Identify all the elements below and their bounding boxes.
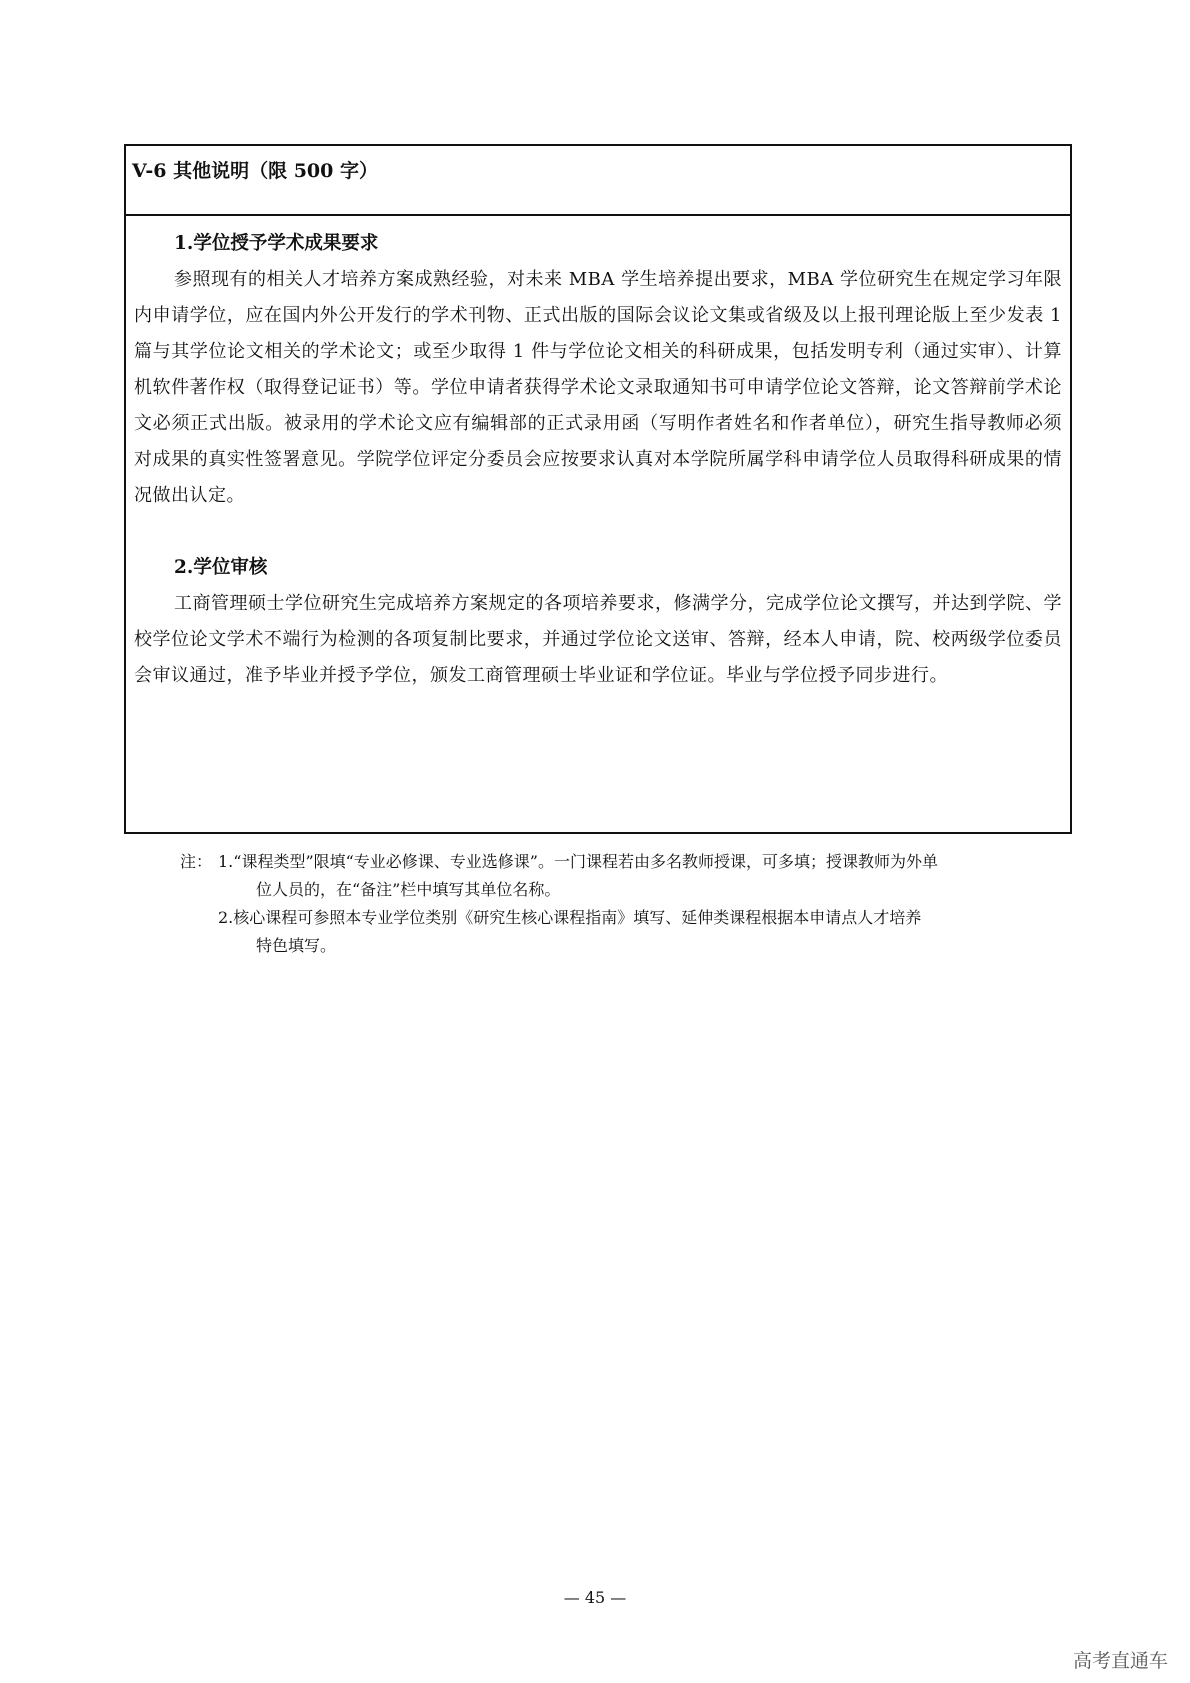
other-notes-form-box	[124, 144, 1072, 834]
note-2-line-1: 2.核心课程可参照本专业学位类别《研究生核心课程指南》填写、延伸类课程根据本申请点人才培养	[218, 908, 922, 927]
watermark: 高考直通车	[1072, 1650, 1168, 1672]
page-number: — 45 —	[563, 1588, 627, 1607]
note-item	[180, 904, 1020, 960]
section-header: V-6 其他说明（限 500 字）	[126, 146, 1070, 216]
section-body	[126, 216, 1070, 694]
spacer	[134, 514, 1062, 550]
note-1-line-1: 1.“课程类型”限填“专业必修课、专业选修课”。一门课程若由多名教师授课，可多填；授课教师为外单	[218, 852, 938, 871]
note-2-line-2: 特色填写。	[256, 936, 337, 955]
footnotes	[180, 848, 1020, 960]
block-paragraph-degree-review: 工商管理硕士学位研究生完成培养方案规定的各项培养要求，修满学分，完成学位论文撰写，并达到学院、学校学位论文学术不端行为检测的各项复制比要求，并通过学位论文送审、答辩，经本人申请，院、校两级学位委员会审议通过，准予毕业并授予学位，颁发工商管理硕士毕业证和学位证。毕业与学位授予同步进行。	[134, 593, 1062, 686]
block-title-degree-review: 2.学位审核	[174, 557, 268, 578]
notes-label: 注：	[180, 852, 213, 871]
block-paragraph-academic-requirements: 参照现有的相关人才培养方案成熟经验，对未来 MBA 学生培养提出要求，MBA 学位研究生在规定学习年限内申请学位，应在国内外公开发行的学术刊物、正式出版的国际会议论文集或省级及以上报刊理论版上至少发表 1 篇与其学位论文相关的学术论文；或至少取得 1 件与学位论文相关的科研成果，包括发明专利（通过实审）、计算机软件著作权（取得登记证书）等。学位申请者获得学术论文录取通知书可申请学位论文答辩，论文答辩前学术论文必须正式出版。被录用的学术论文应有编辑部的正式录用函（写明作者姓名和作者单位），研究生指导教师必须对成果的真实性签署意见。学院学位评定分委员会应按要求认真对本学院所属学科申请学位人员取得科研成果的情况做出认定。	[134, 269, 1062, 506]
note-1-line-2: 位人员的，在“备注”栏中填写其单位名称。	[256, 880, 561, 899]
block-title-academic-requirements: 1.学位授予学术成果要求	[174, 233, 379, 254]
note-item	[180, 848, 1020, 904]
